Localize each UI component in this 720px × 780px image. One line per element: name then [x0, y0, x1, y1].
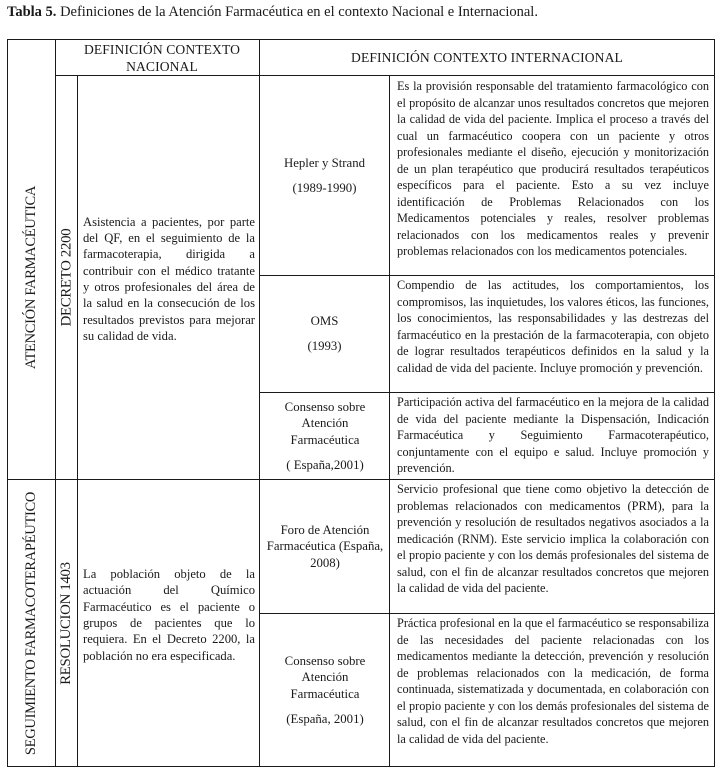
source-hepler-strand: [260, 76, 389, 275]
category-label: SEGUIMIENTO FARMACOTERAPÉUTICO: [23, 491, 39, 755]
source-name: Hepler y Strand: [283, 155, 366, 170]
source-name: Foro de Atención Farmacéutica (España, 2008): [266, 522, 384, 570]
definition-text: Participación activa del farmacéutico en la mejora de la calidad de vida del paciente mediante la Dispensación, Indicación Farmacéutica y Seguimiento Farmacoterapéutico, conjuntamente con el equipo e salud. Incluye promoción y prevención.: [397, 395, 709, 475]
norm-label: DECRETO 2200: [58, 228, 74, 327]
definition-text: Servicio profesional que tiene como objetivo la detección de problemas relacionados con medicamentos (PRM), para la prevención y resolución de resultados negativos asociados a la medicación (RNM). Este servicio implica la colaboración con el propio paciente y con los demás profesionales del sistema de salud, con el fin de alcanzar resultados concretos que mejoren la calidad de vida del paciente.: [397, 482, 709, 595]
source-oms: [260, 276, 389, 392]
definition-text: Es la provisión responsable del tratamiento farmacológico con el propósito de alcanzar unos resultados concretos que mejoren la calidad de vida del paciente. Implica el proceso a través del cual un farmacéutico coopera con un paciente y otros profesionales mediante el diseño, ejecución y monitorización de un plan terapéutico que producirá resultados terapéuticos específicos para el paciente. Esto a su vez incluye identificación de Problemas Relacionados con los Medicamentos potenciales y reales, resolver problemas relacionados con los medicamentos reales y prevenir problemas relacionados con los medicamentos potenciales.: [397, 79, 709, 258]
source-name: OMS: [310, 314, 339, 329]
norm-decreto-2200: [56, 76, 77, 479]
norm-resolucion-1403: [56, 480, 77, 766]
header-nacional-text: DEFINICIÓN CONTEXTO NACIONAL: [83, 41, 241, 74]
source-name: Consenso sobre Atención Farmacéutica: [284, 399, 366, 447]
norm-label: RESOLUCION 1403: [58, 561, 75, 685]
definition-text: Compendio de las actitudes, los comportamientos, los compromisos, las inquietudes, los valores éticos, las funciones, los conocimientos, las responsabilidades y las destrezas del farmacéutico en la prestación de la farmacoterapia, con objeto de lograr resultados terapéuticos definidos en la salud y la calidad de vida del paciente. Incluye promoción y prevención.: [397, 278, 709, 375]
national-definition-text: Asistencia a pacientes, por parte del QF, en el seguimiento de la farmacoterapia, dirigida a contribuir con el médico tratante y otros profesionales del área de la salud en la consecución de los resultados previstos para mejorar su calidad de vida.: [83, 214, 255, 343]
national-definition: [78, 214, 259, 344]
source-name: Consenso sobre Atención Farmacéutica: [284, 653, 366, 701]
source-year: (España, 2001): [286, 711, 364, 726]
category-seguimiento-farmacoterapeutico: [8, 480, 55, 766]
definition-foro-af-2008: [390, 481, 714, 613]
definition-hepler-strand: [390, 78, 714, 275]
source-year: (1989-1990): [292, 180, 357, 195]
table-caption-label: Tabla 5.: [7, 4, 57, 20]
header-nacional: [72, 40, 252, 75]
definition-consenso-2001-af: [390, 394, 714, 479]
source-year: ( España,2001): [286, 457, 364, 472]
header-internacional-text: DEFINICIÓN CONTEXTO INTERNACIONAL: [351, 50, 623, 65]
table-caption-text: Definiciones de la Atención Farmacéutica en el contexto Nacional e Internacional.: [56, 4, 538, 20]
col-divider: [77, 75, 78, 767]
definition-text: Práctica profesional en la que el farmacéutico se responsabiliza de las necesidades del paciente relacionadas con los medicamentos mediante la detección, prevención y resolución de problemas relacionados con la medicación, de forma continuada, sistematizada y documentada, en colaboración con el propio paciente y con los demás profesionales del sistema de salud, con el fin de alcanzar resultados concretos que mejoren la calidad de vida del paciente.: [397, 616, 709, 746]
table-border-right: [714, 39, 715, 767]
definition-oms: [390, 277, 714, 392]
header-internacional: [260, 40, 714, 75]
national-definition-text: La población objeto de la actuación del Químico Farmacéutico es el paciente o grupos de pacientes que lo requiera. En el Decreto 2200, la población no era especificada.: [83, 567, 255, 663]
definition-consenso-2001-sft: [390, 615, 714, 766]
source-consenso-2001-af: [270, 393, 380, 479]
source-consenso-2001-sft: [268, 614, 382, 766]
table-border-bottom: [7, 766, 715, 767]
category-label: ATENCIÓN FARMACÉUTICA: [23, 185, 39, 370]
source-year: (1993): [307, 339, 342, 353]
national-definition: [78, 567, 259, 663]
category-atencion-farmaceutica: [8, 76, 55, 479]
source-foro-af-2008: [265, 480, 385, 613]
